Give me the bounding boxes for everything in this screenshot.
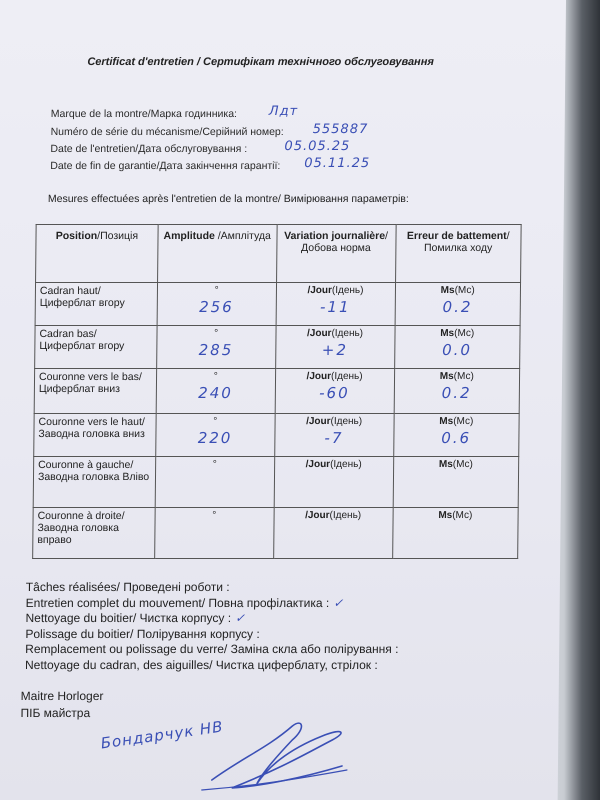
signature-stroke-icon [92,718,373,798]
position-cell: Cadran bas/Циферблат вгору [35,326,157,369]
field-label: Numéro de série du mécanisme/Серійний номер: [50,126,284,138]
header-variation: Variation journalière/Добова норма [276,225,396,283]
check-mark-icon: ✓ [235,611,246,626]
task-item: Entretien complet du mouvement/ Повна профілактика : ✓ [25,595,344,610]
field-value-warranty-end: 05.11.25 [304,156,371,171]
degree-mark: ° [212,459,217,470]
measures-title: Mesures effectuées après l'entretien de la montre/ Вимірювання параметрів: [47,193,409,205]
field-label: Date de l'entretien/Дата обслуговування : [50,143,248,155]
position-cell: Couronne à gauche/ Заводна головка Вліво [33,457,155,508]
degree-mark: ° [214,328,219,339]
position-cell: Couronne vers le haut/Заводна головка вниз [34,414,156,457]
document-title: Certificat d'entretien / Сертифікат технічного обслуговування [87,56,434,68]
variation-cell: /Jour(Ідень) -11 [276,283,395,326]
header-beat-error: Erreur de battement/Помилка ходу [395,225,521,283]
table-row [33,508,519,559]
variation-cell: /Jour(Ідень) [273,508,393,559]
amplitude-cell: ° 240 [156,369,275,414]
amplitude-cell: ° 220 [156,414,275,457]
position-cell: Cadran haut/Циферблат вгору [35,283,157,326]
tasks-title: Tâches réalisées/ Проведені роботи : [25,580,230,594]
table-row [33,457,519,508]
degree-mark: ° [212,510,217,521]
task-item: Polissage du boitier/ Полірування корпусу : [25,626,260,641]
position-cell: Couronne vers le bas/Циферблат вниз [34,369,156,414]
variation-cell: /Jour(Ідень) [274,457,394,508]
field-label: Date de fin de garantie/Дата закінчення гарантії: [50,160,281,172]
position-cell: Couronne à droite/Заводна головка вправо [33,508,155,559]
master-block [20,688,103,722]
variation-cell: /Jour(Ідень) +2 [275,326,394,369]
header-amplitude: Amplitude /Амплітуда [157,225,276,283]
amplitude-cell: ° 285 [156,326,275,369]
task-item: Remplacement ou polissage du verre/ Заміна скла або полірування : [25,642,399,657]
field-value-brand: Лдт [268,104,299,119]
beat-error-cell: Ms(Мс) [393,457,519,508]
field-value-serial: 555887 [312,122,369,137]
field-label: Marque de la montre/Марка годинника: [50,108,238,120]
field-serial [51,126,284,138]
measurements-table [32,224,522,559]
degree-mark: ° [214,285,219,296]
header-position: Position/Позиція [36,225,158,283]
task-item: Nettoyage du cadran, des aiguilles/ Чистка циферблату, стрілок : [24,657,378,672]
beat-error-cell: Ms(Мс) 0.2 [395,283,521,326]
master-title: Maitre Horloger [20,689,104,703]
degree-mark: ° [213,371,218,382]
field-value-service-date: 05.05.25 [284,139,351,154]
beat-error-cell: Ms(Мс) [392,508,518,559]
beat-error-cell: Ms(Мс) 0.6 [393,414,519,457]
check-mark-icon: ✓ [333,595,344,610]
signature-name: Бондарчук НВ [99,717,225,753]
variation-cell: /Jour(Ідень) -7 [274,414,393,457]
field-service-date [50,143,247,155]
table-header-row [36,225,522,283]
amplitude-cell: ° 256 [157,283,276,326]
signature [92,718,373,798]
variation-cell: /Jour(Ідень) -60 [275,369,394,414]
field-warranty-end [50,160,280,172]
table-row [34,369,519,414]
master-name-label: ПІБ майстра [20,706,91,720]
table-row [34,414,519,457]
field-watch-brand [51,108,237,120]
beat-error-cell: Ms(Мс) 0.0 [394,326,520,369]
degree-mark: ° [213,416,218,427]
tasks-section [25,580,403,674]
table-row [35,326,520,369]
beat-error-cell: Ms(Мс) 0.2 [394,369,520,414]
task-item: Nettoyage du boitier/ Чистка корпусу : ✓ [25,611,246,626]
table-row [35,283,520,326]
amplitude-cell [155,457,274,508]
amplitude-cell [154,508,273,559]
